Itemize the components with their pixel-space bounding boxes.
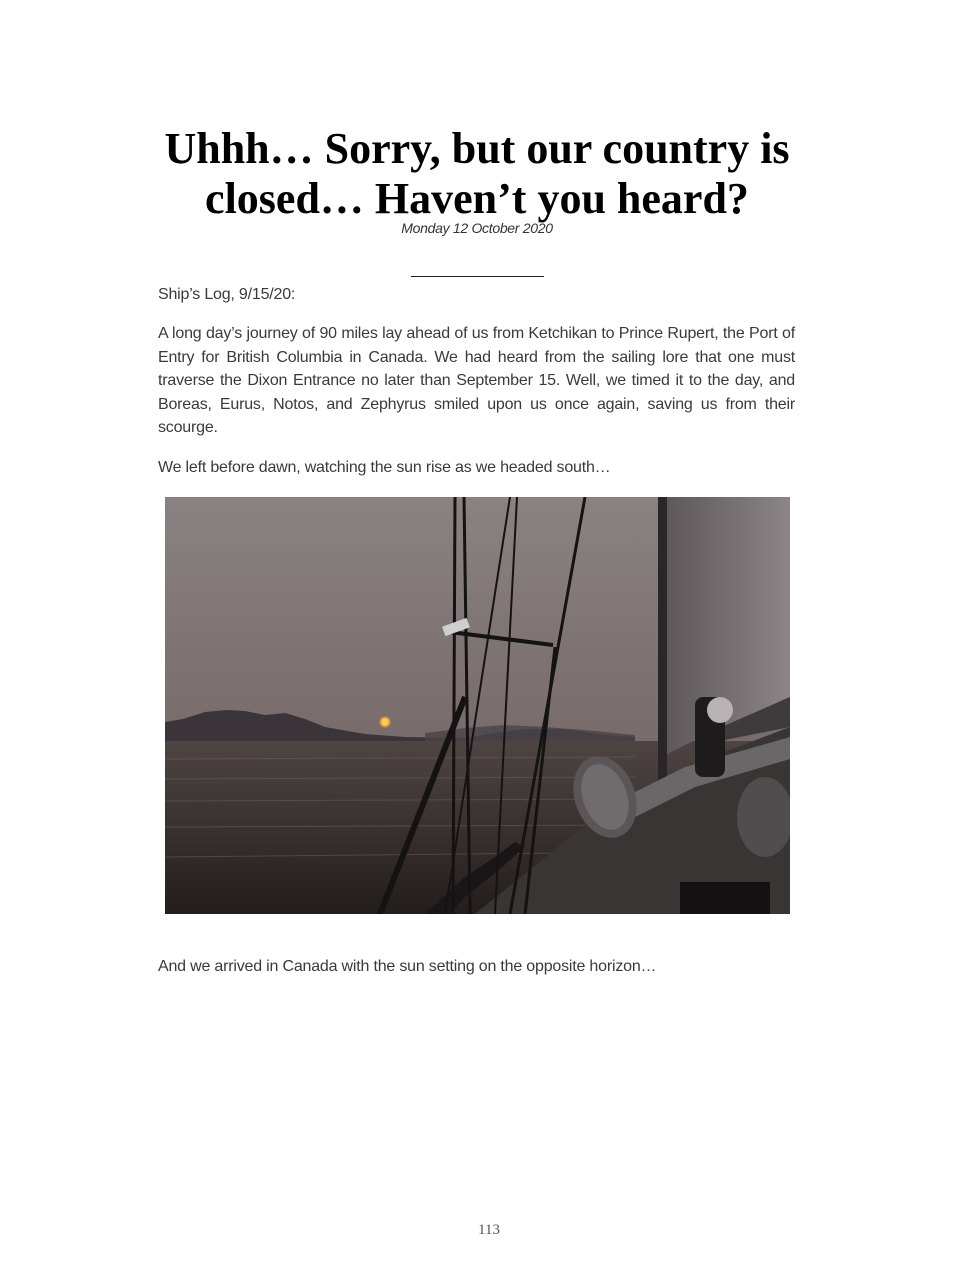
title-divider xyxy=(411,276,544,277)
log-heading: Ship’s Log, 9/15/20: xyxy=(158,286,296,303)
post-title: Uhhh… Sorry, but our country is closed… Haven’t you heard? xyxy=(164,124,790,223)
page-number: 113 xyxy=(478,1222,500,1238)
paragraph-sunrise: We left before dawn, watching the sun rise as we headed south… xyxy=(158,459,611,476)
sunrise-sailboat-photo xyxy=(165,497,790,914)
paragraph-journey: A long day’s journey of 90 miles lay ahead of us from Ketchikan to Prince Rupert, the Port of Entry for British Columbia in Canada. We had heard from the sailing lore that one must traverse the Dixon Entrance no later than September 15. Well, we timed it to the day, and Boreas, Eurus, Notos, and Zephyrus smiled upon us once again, saving us from their scourge. xyxy=(158,325,795,436)
forestay xyxy=(658,497,667,787)
post-date: Monday 12 October 2020 xyxy=(401,220,553,236)
paragraph-arrival: And we arrived in Canada with the sun setting on the opposite horizon… xyxy=(158,958,657,975)
